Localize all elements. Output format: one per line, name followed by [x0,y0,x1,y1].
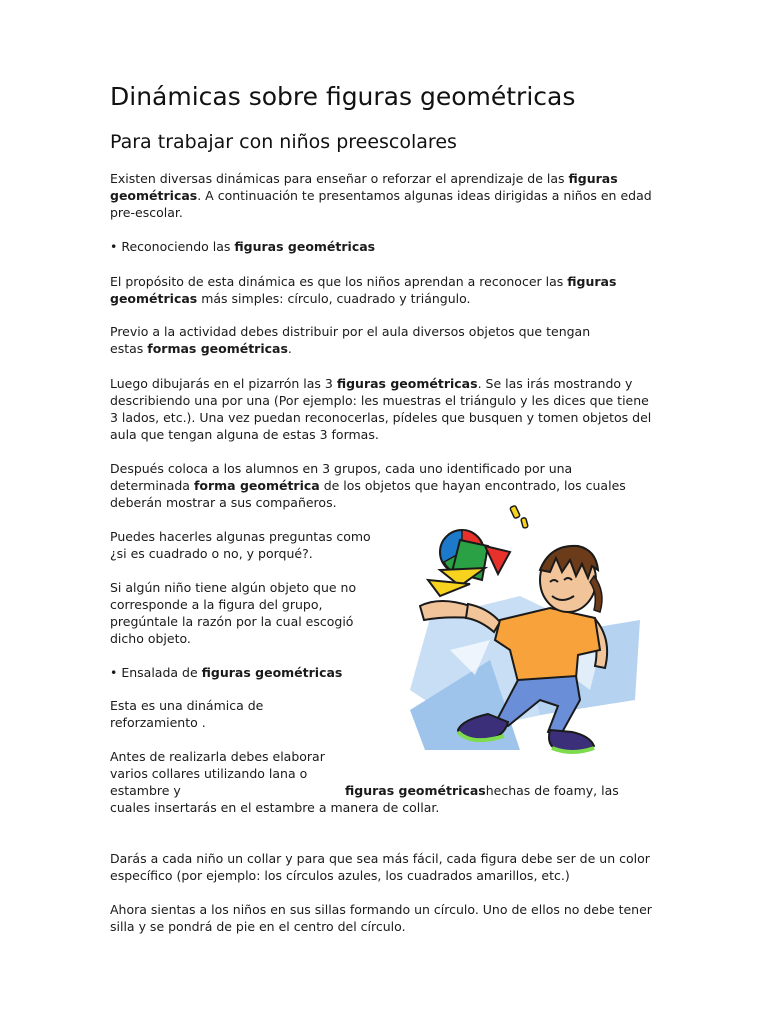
groups-text-a: Después coloca a los alumnos en 3 grupos, cada uno identificado por una determinada [110,461,573,493]
purpose-text-c: más simples: círculo, cuadrado y triángulo. [197,291,471,306]
bullet1-text: • Reconociendo las [110,239,235,254]
necklaces-text-a: Antes de realizarla debes elaborar varios collares utilizando lana o estambre y [110,749,325,798]
purpose-paragraph [110,273,655,307]
groups-text-c: de los objetos que hayan encontrado, los cuales deberán mostrar a sus compañeros. [110,478,626,510]
preparation-text-c: . [287,341,292,356]
questions-paragraph: Puedes hacerles algunas preguntas como ¿si es cuadrado o no, y porqué?. [110,529,371,561]
drawing-text-a: Luego dibujarás en el pizarrón las 3 [110,376,337,391]
chairs-paragraph: Ahora sientas a los niños en sus sillas formando un círculo. Uno de ellos no debe tener silla y se pondrá de pie en el centro del círculo. [110,902,652,934]
preparation-paragraph [110,323,610,357]
purpose-text-a: El propósito de esta dinámica es que los niños aprendan a reconocer las [110,274,568,289]
drawing-text-c: . Se las irás mostrando y describiendo una por una (Por ejemplo: les muestras el triángulo y les dices que tiene 3 lados, etc.). Una vez puedan reconocerlas, pídeles que busquen y tomen objetos del aula que tengan alguna de estas 3 formas. [110,376,652,442]
drawing-bold: figuras geométricas [336,376,478,391]
colors-paragraph: Darás a cada niño un collar y para que sea más fácil, cada figura debe ser de un color específico (por ejemplo: los círculos azules, los cuadrados amarillos, etc.) [110,851,650,883]
page-title: Dinámicas sobre figuras geométricas [110,82,576,111]
bullet2-text: • Ensalada de [110,665,202,680]
intro-paragraph [110,170,655,221]
reinforcement-paragraph: Esta es una dinámica de reforzamiento . [110,698,264,730]
bullet-heading-1 [110,238,655,255]
bullet-heading-2 [110,664,375,681]
groups-bold: forma geométrica [193,478,320,493]
necklaces-bold: figuras geométricas [345,783,486,798]
intro-bold: figuras geométricas [110,171,618,203]
page-subtitle: Para trabajar con niños preescolares [110,131,457,153]
intro-text-c: . A continuación te presentamos algunas ideas dirigidas a niños en edad pre-escolar. [110,188,652,220]
drawing-paragraph [110,375,655,443]
boy-head [540,546,602,612]
wrong-object-paragraph: Si algún niño tiene algún objeto que no corresponde a la figura del grupo, pregúntale la razón por la cual escogió dicho objeto. [110,580,357,646]
bullet1-bold: figuras geométricas [234,239,376,254]
juggled-shapes [428,530,510,596]
intro-text-a: Existen diversas dinámicas para enseñar o reforzar el aprendizaje de las [110,171,569,186]
preparation-bold: formas geométricas [147,341,288,356]
boy-juggling-shapes-illustration [400,500,650,762]
necklaces-text-c: hechas de foamy, las cuales insertarás en el estambre a manera de collar. [110,783,619,815]
motion-marks [510,505,528,528]
purpose-bold: figuras geométricas [110,274,617,306]
preparation-text-a: Previo a la actividad debes distribuir por el aula diversos objetos que tengan estas [110,324,591,356]
bullet2-bold: figuras geométricas [201,665,343,680]
